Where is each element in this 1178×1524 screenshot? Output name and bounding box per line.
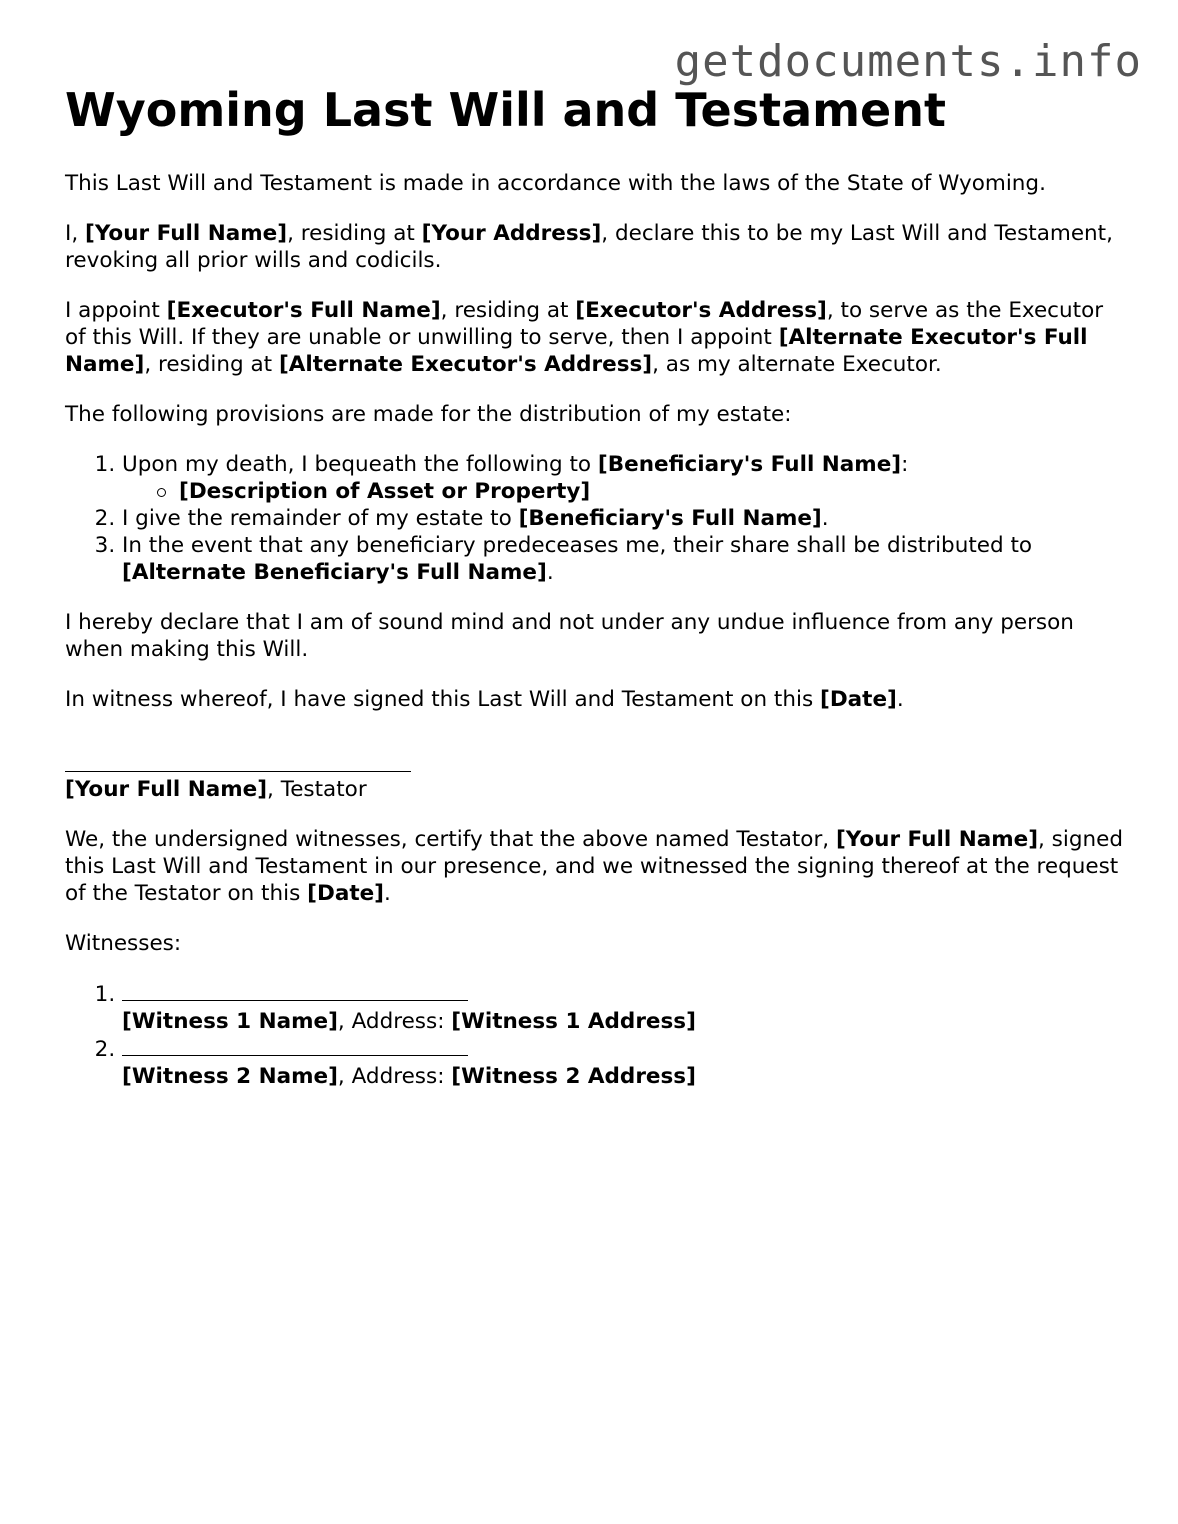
declaration-text: , residing at xyxy=(287,221,422,246)
testator-name-placeholder: [Your Full Name] xyxy=(85,221,288,246)
intro-paragraph: This Last Will and Testament is made in accordance with the laws of the State of Wyoming. xyxy=(65,171,1046,196)
provision-text: In the event that any beneficiary predeceases me, their share shall be distributed to xyxy=(122,533,1033,558)
witnesses-label: Witnesses: xyxy=(65,931,182,956)
witness-address-placeholder: [Witness 2 Address] xyxy=(451,1064,696,1089)
date-placeholder: [Date] xyxy=(307,881,385,906)
witness-whereof-paragraph xyxy=(65,686,1125,713)
witness-whereof-text: . xyxy=(896,687,904,712)
beneficiary-placeholder: [Beneficiary's Full Name] xyxy=(518,506,822,531)
declaration-text: , declare this to be my Last Will and Testament, revoking all prior wills and codicils. xyxy=(65,221,1113,273)
certification-text: We, the undersigned witnesses, certify that the above named Testator, xyxy=(65,827,836,852)
alternate-beneficiary-placeholder: [Alternate Beneficiary's Full Name] xyxy=(122,560,547,585)
executor-paragraph xyxy=(65,297,1125,378)
provision-text: . xyxy=(546,560,554,585)
witness-name-placeholder: [Witness 2 Name] xyxy=(122,1064,338,1089)
witness-address-placeholder: [Witness 1 Address] xyxy=(451,1009,696,1034)
witness-address-label: , Address: xyxy=(337,1009,452,1034)
testator-signature-block xyxy=(65,751,1125,803)
provisions-list xyxy=(65,451,1125,586)
testator-name-placeholder: [Your Full Name] xyxy=(65,777,268,802)
provisions-intro: The following provisions are made for the distribution of my estate: xyxy=(65,402,792,427)
witness-item xyxy=(122,1035,1125,1090)
provision-text: I give the remainder of my estate to xyxy=(122,506,519,531)
alternate-executor-name-placeholder: [Alternate Executor's Full Name] xyxy=(65,325,1088,377)
testator-address-placeholder: [Your Address] xyxy=(421,221,602,246)
testator-signature-line xyxy=(65,751,411,772)
sound-mind-paragraph: I hereby declare that I am of sound mind and not under any undue influence from any person when making this Will. xyxy=(65,610,1074,662)
provision-item xyxy=(122,505,1125,532)
executor-text: , residing at xyxy=(144,352,279,377)
certification-text: . xyxy=(384,881,391,906)
executor-text: , as my alternate Executor. xyxy=(652,352,942,377)
provision-item xyxy=(122,532,1125,586)
witness-signature-line xyxy=(122,1035,468,1056)
provision-text: Upon my death, I bequeath the following to xyxy=(122,452,598,477)
witness-name-placeholder: [Witness 1 Name] xyxy=(122,1009,338,1034)
executor-text: , residing at xyxy=(440,298,576,323)
provision-text: : xyxy=(901,452,909,477)
document-title: Wyoming Last Will and Testament xyxy=(65,83,946,137)
declaration-text: I, xyxy=(65,221,86,246)
beneficiary-placeholder: [Beneficiary's Full Name] xyxy=(597,452,902,477)
executor-text: , to serve as the Executor of this Will. If they are unable or unwilling to serve, then I appoint xyxy=(65,298,1104,350)
provision-item xyxy=(122,451,1125,505)
witness-signature-line xyxy=(122,980,468,1001)
certification-paragraph xyxy=(65,826,1125,907)
testator-signature-caption xyxy=(65,776,1125,803)
document-page xyxy=(65,0,1125,1090)
witness-address-label: , Address: xyxy=(337,1064,452,1089)
asset-list xyxy=(122,478,1125,505)
date-placeholder: [Date] xyxy=(820,687,897,712)
testator-role: , Testator xyxy=(267,777,367,802)
witnesses-list xyxy=(65,980,1125,1090)
executor-address-placeholder: [Executor's Address] xyxy=(575,298,827,323)
provision-text: . xyxy=(821,506,829,531)
asset-placeholder: [Description of Asset or Property] xyxy=(179,479,591,504)
declaration-paragraph xyxy=(65,220,1125,274)
asset-item xyxy=(179,478,1125,505)
executor-text: I appoint xyxy=(65,298,167,323)
witness-item xyxy=(122,980,1125,1035)
executor-name-placeholder: [Executor's Full Name] xyxy=(166,298,441,323)
alternate-executor-address-placeholder: [Alternate Executor's Address] xyxy=(278,352,653,377)
witness-whereof-text: In witness whereof, I have signed this Last Will and Testament on this xyxy=(65,687,820,712)
testator-name-placeholder: [Your Full Name] xyxy=(835,827,1039,852)
watermark: getdocuments.info xyxy=(674,36,1142,87)
certification-text: , signed this Last Will and Testament in our presence, and we witnessed the signing thereof at the request of the Testator on this xyxy=(65,827,1124,906)
